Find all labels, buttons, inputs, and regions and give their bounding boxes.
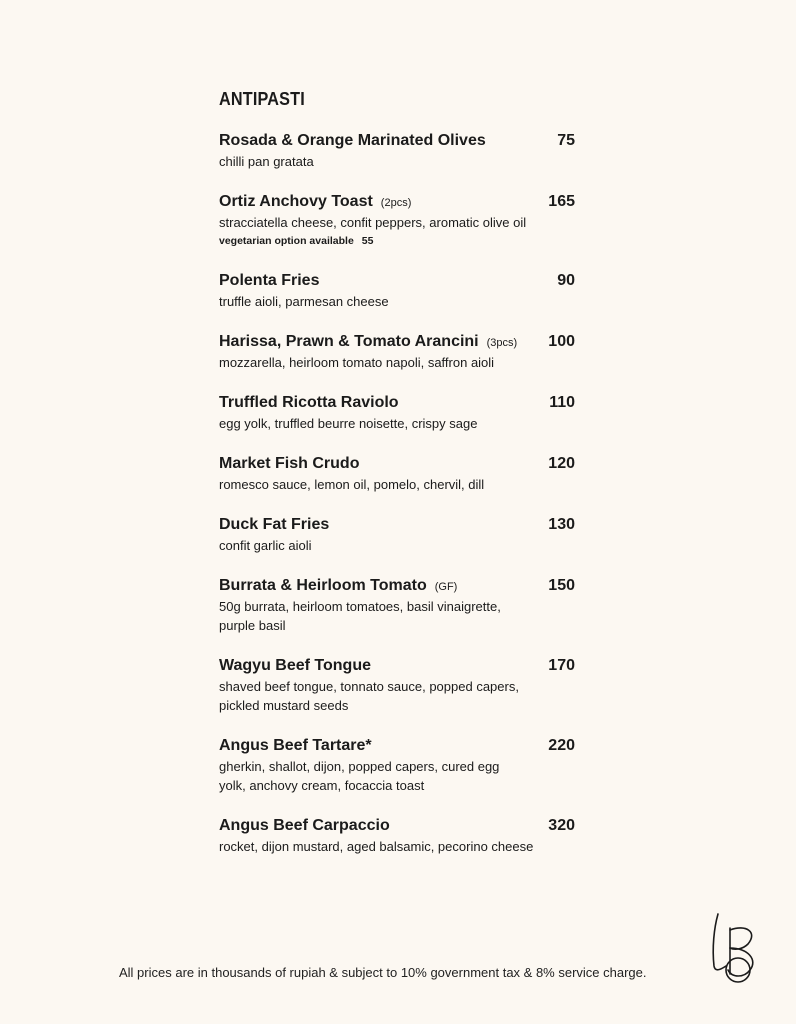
- vegetarian-option: [219, 232, 575, 250]
- menu-item: [219, 514, 575, 555]
- menu-item: [219, 735, 575, 795]
- vegetarian-option-label: vegetarian option available: [219, 235, 354, 247]
- item-name: Truffled Ricotta Raviolo: [219, 394, 399, 411]
- item-price: 120: [548, 455, 575, 472]
- menu-item: [219, 191, 575, 250]
- item-price: 75: [557, 132, 575, 149]
- item-name: Ortiz Anchovy Toast: [219, 193, 373, 210]
- item-name: Duck Fat Fries: [219, 516, 330, 533]
- item-name: Angus Beef Tartare*: [219, 737, 372, 754]
- item-description: chilli pan gratata: [219, 154, 314, 169]
- item-description: mozzarella, heirloom tomato napoli, saffron aioli: [219, 355, 495, 370]
- menu-item: [219, 331, 575, 372]
- menu-item: [219, 270, 575, 311]
- item-price: 165: [548, 193, 575, 210]
- menu-item: [219, 575, 575, 635]
- item-price: 320: [548, 817, 575, 834]
- section-title: ANTIPASTI: [219, 89, 305, 109]
- item-description: egg yolk, truffled beurre noisette, crispy sage: [219, 416, 478, 431]
- item-price: 130: [548, 516, 575, 533]
- item-description: gherkin, shallot, dijon, popped capers, cured egg yolk, anchovy cream, focaccia toast: [219, 759, 500, 793]
- menu-item: [219, 453, 575, 494]
- item-price: 170: [548, 657, 575, 674]
- item-description: truffle aioli, parmesan cheese: [219, 294, 389, 309]
- menu-item: [219, 815, 575, 856]
- item-price: 150: [548, 577, 575, 594]
- item-description: stracciatella cheese, confit peppers, aromatic olive oil: [219, 215, 527, 230]
- item-price: 100: [548, 333, 575, 350]
- item-name: Harissa, Prawn & Tomato Arancini: [219, 333, 479, 350]
- item-name: Rosada & Orange Marinated Olives: [219, 132, 486, 149]
- footer-note: All prices are in thousands of rupiah & subject to 10% government tax & 8% service charge.: [119, 965, 647, 980]
- lb-monogram-logo: [700, 908, 770, 988]
- item-description: romesco sauce, lemon oil, pomelo, chervil, dill: [219, 477, 485, 492]
- menu-item: [219, 130, 575, 171]
- item-name: Wagyu Beef Tongue: [219, 657, 371, 674]
- item-description: 50g burrata, heirloom tomatoes, basil vinaigrette, purple basil: [219, 599, 501, 633]
- item-description: confit garlic aioli: [219, 538, 312, 553]
- menu-item: [219, 392, 575, 433]
- item-price: 90: [557, 272, 575, 289]
- menu-item: [219, 655, 575, 715]
- item-price: 220: [548, 737, 575, 754]
- item-name: Polenta Fries: [219, 272, 320, 289]
- item-name: Market Fish Crudo: [219, 455, 360, 472]
- item-description: rocket, dijon mustard, aged balsamic, pecorino cheese: [219, 839, 534, 854]
- vegetarian-option-price: 55: [361, 235, 374, 247]
- item-note: (2pcs): [380, 197, 412, 209]
- item-name: Angus Beef Carpaccio: [219, 817, 390, 834]
- item-note: (GF): [434, 581, 458, 593]
- item-description: shaved beef tongue, tonnato sauce, popped capers, pickled mustard seeds: [219, 679, 519, 713]
- menu-section: [219, 88, 575, 876]
- item-note: (3pcs): [486, 337, 518, 349]
- item-name: Burrata & Heirloom Tomato: [219, 577, 427, 594]
- item-price: 110: [549, 394, 575, 411]
